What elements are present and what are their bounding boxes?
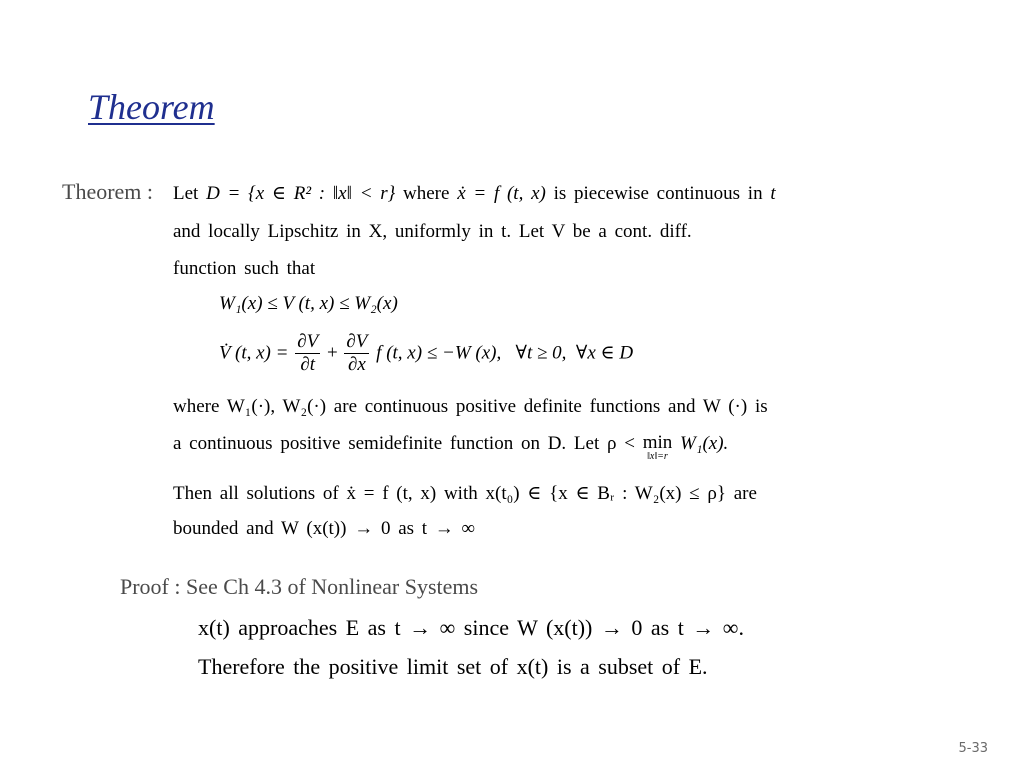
theorem-line-7: bounded and W (x(t)) → 0 as t → ∞ — [173, 518, 476, 539]
theorem-label: Theorem : — [62, 179, 154, 204]
frac2-denominator: ∂x — [348, 353, 366, 375]
partial-v-partial-x — [344, 332, 369, 377]
theorem-line-5 — [173, 433, 728, 462]
proof-line-1: x(t) approaches E as t → ∞ since W (x(t)) → 0 as t → ∞. — [198, 615, 744, 640]
theorem-line-6: Then all solutions of ẋ = f (t, x) with x(t₀) ∈ {x ∈ Bᵣ : W₂(x) ≤ ρ} are — [173, 483, 757, 504]
proof-label: Proof : See Ch 4.3 of Nonlinear Systems — [120, 574, 479, 599]
line1-rest: is piecewise continuous in — [553, 183, 763, 204]
frac2-numerator: ∂V — [346, 331, 368, 352]
slide-title: Theorem — [88, 87, 215, 127]
proof-line-2: Therefore the positive limit set of x(t) is a subset of E. — [198, 654, 708, 679]
theorem-line-2: and locally Lipschitz in X, uniformly in t. Let V be a cont. diff. — [173, 221, 692, 242]
derivative-inequality — [219, 332, 633, 377]
slide-number: 5-33 — [958, 741, 988, 756]
frac1-denominator: ∂t — [300, 353, 316, 375]
set-definition: D = {x ∈ R² : ‖x‖ < r} — [206, 183, 396, 204]
inequality-bounds: W₁(x) ≤ V (t, x) ≤ W₂(x) — [219, 293, 398, 314]
vdot-lhs: V̇ (t, x) = — [219, 342, 289, 364]
where-word: where — [403, 183, 450, 204]
vdot-rhs: f (t, x) ≤ −W (x), ∀t ≥ 0, ∀x ∈ D — [376, 342, 634, 364]
min-word: min — [642, 432, 673, 453]
theorem-line-3: function such that — [173, 258, 316, 279]
plus-sign: + — [326, 342, 338, 364]
min-subscript: ‖x‖=r — [647, 451, 668, 462]
theorem-line-1 — [173, 182, 776, 205]
line5-after: W₁(x). — [680, 433, 729, 454]
line5-text: a continuous positive semidefinite function on D. Let ρ < — [173, 433, 635, 454]
t-variable: t — [770, 183, 776, 204]
frac1-numerator: ∂V — [297, 331, 319, 352]
theorem-line-4: where W₁(·), W₂(·) are continuous positive definite functions and W (·) is — [173, 396, 768, 417]
let-word: Let — [173, 183, 199, 204]
min-operator — [643, 433, 673, 462]
partial-v-partial-t — [295, 332, 320, 377]
system-equation: ẋ = f (t, x) — [457, 183, 546, 204]
